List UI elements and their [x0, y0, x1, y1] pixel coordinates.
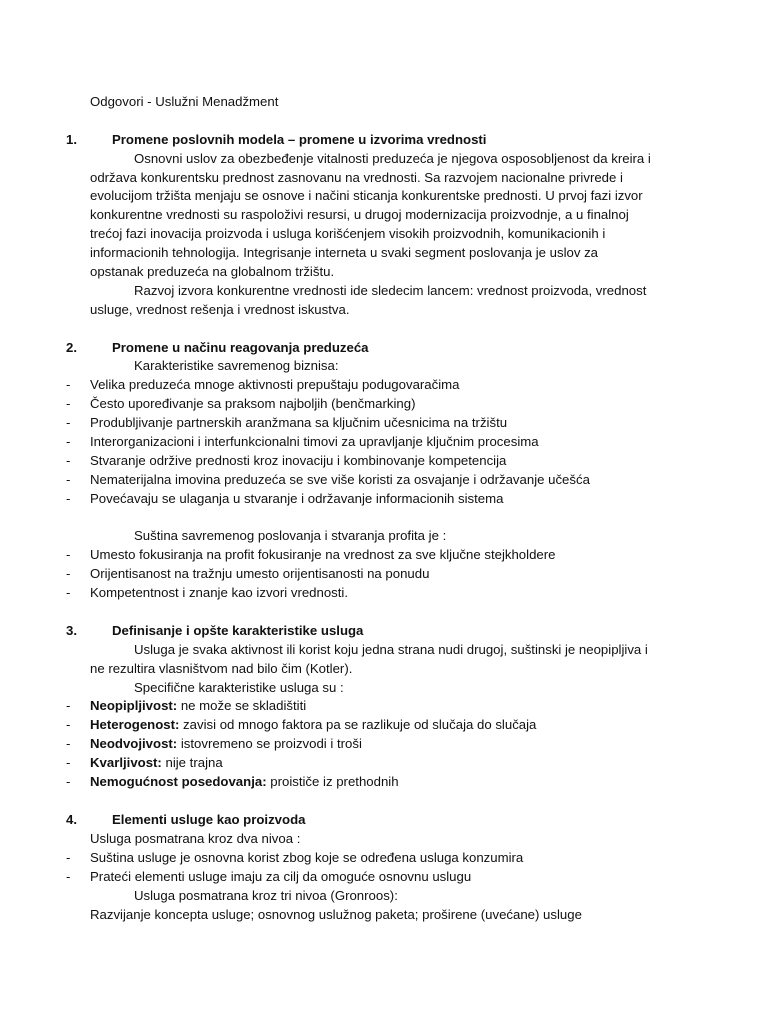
characteristic-item	[90, 773, 399, 791]
bullet-text: Često upoređivanje sa praksom najboljih (benčmarking)	[90, 396, 416, 411]
characteristic-term: Heterogenost:	[90, 717, 180, 732]
paragraph-line: Razvijanje koncepta usluge; osnovnog uslužnog paketa; proširene (uvećane) usluge	[90, 907, 582, 922]
characteristic-desc: zavisi od mnogo faktora pa se razlikuje od slučaja do slučaja	[179, 717, 537, 732]
section-3-heading: Definisanje i opšte karakteristike usluga	[112, 623, 364, 638]
characteristic-item	[90, 754, 223, 772]
section-2-heading: Promene u načinu reagovanja preduzeća	[112, 340, 369, 355]
paragraph-line: ne rezultira vlasništvom nad bilo čim (Kotler).	[90, 661, 353, 676]
paragraph-line: konkurentne vrednosti su raspoloživi resursi, u drugoj modernizacija proizvodnje, a u finalnoj	[90, 207, 629, 222]
bullet-dash: -	[66, 774, 71, 789]
section-intro: Usluga posmatrana kroz tri nivoa (Gronroos):	[134, 888, 398, 903]
characteristic-desc: proističe iz prethodnih	[266, 774, 399, 789]
paragraph-line: trećoj fazi inovacija proizvoda i usluga korišćenjem visokih proizvodnih, komunikacionih i	[90, 226, 606, 241]
section-4-heading: Elementi usluge kao proizvoda	[112, 812, 306, 827]
section-4-number: 4.	[66, 812, 77, 827]
bullet-dash: -	[66, 434, 71, 449]
section-intro: Specifične karakteristike usluga su :	[134, 680, 344, 695]
bullet-dash: -	[66, 415, 71, 430]
characteristic-desc: istovremeno se proizvodi i troši	[177, 736, 362, 751]
bullet-dash: -	[66, 698, 71, 713]
bullet-dash: -	[66, 850, 71, 865]
paragraph-line: održava konkurentsku prednost zasnovanu na vrednosti. Sa razvojem nacionalne privrede i	[90, 170, 623, 185]
section-2-number: 2.	[66, 340, 77, 355]
bullet-dash: -	[66, 491, 71, 506]
bullet-text: Povećavaju se ulaganja u stvaranje i održavanje informacionih sistema	[90, 491, 504, 506]
paragraph-line: usluge, vrednost rešenja i vrednost iskustva.	[90, 302, 350, 317]
bullet-dash: -	[66, 566, 71, 581]
paragraph-line: opstanak preduzeća na globalnom tržištu.	[90, 264, 335, 279]
characteristic-desc: nije trajna	[161, 755, 223, 770]
bullet-dash: -	[66, 453, 71, 468]
paragraph-line: Razvoj izvora konkurentne vrednosti ide sledecim lancem: vrednost proizvoda, vrednost	[134, 283, 647, 298]
section-intro: Usluga posmatrana kroz dva nivoa :	[90, 831, 301, 846]
bullet-text: Suština usluge je osnovna korist zbog koje se određena usluga konzumira	[90, 850, 524, 865]
section-intro: Karakteristike savremenog biznisa:	[134, 358, 339, 373]
characteristic-item	[90, 716, 536, 734]
paragraph-line: Osnovni uslov za obezbeđenje vitalnosti preduzeća je njegova osposobljenost da kreira i	[134, 151, 651, 166]
bullet-text: Velika preduzeća mnoge aktivnosti prepuštaju podugovaračima	[90, 377, 460, 392]
bullet-text: Umesto fokusiranja na profit fokusiranje na vrednost za sve ključne stejkholdere	[90, 547, 556, 562]
paragraph-line: informacionih tehnologija. Integrisanje interneta u svaki segment poslovanja je uslov za	[90, 245, 599, 260]
bullet-text: Prateći elementi usluge imaju za cilj da omoguće osnovnu uslugu	[90, 869, 472, 884]
bullet-dash: -	[66, 396, 71, 411]
bullet-dash: -	[66, 755, 71, 770]
section-1-heading: Promene poslovnih modela – promene u izvorima vrednosti	[112, 132, 487, 147]
section-1-number: 1.	[66, 132, 77, 147]
characteristic-item	[90, 697, 306, 715]
bullet-dash: -	[66, 472, 71, 487]
bullet-dash: -	[66, 717, 71, 732]
bullet-text: Nematerijalna imovina preduzeća se sve više koristi za osvajanje i održavanje učešća	[90, 472, 590, 487]
bullet-text: Stvaranje održive prednosti kroz inovaciju i kombinovanje kompetencija	[90, 453, 507, 468]
characteristic-term: Neodvojivost:	[90, 736, 178, 751]
paragraph-line: evolucijom tržišta menjaju se osnove i načini sticanja konkurentske prednosti. U prvoj fazi izvor	[90, 188, 643, 203]
characteristic-term: Kvarljivost:	[90, 755, 162, 770]
bullet-text: Produbljivanje partnerskih aranžmana sa ključnim učesnicima na tržištu	[90, 415, 508, 430]
bullet-dash: -	[66, 585, 71, 600]
section-3-number: 3.	[66, 623, 77, 638]
bullet-text: Interorganizacioni i interfunkcionalni timovi za upravljanje ključnim procesima	[90, 434, 539, 449]
characteristic-term: Neopipljivost:	[90, 698, 178, 713]
bullet-text: Orijentisanost na tražnju umesto orijentisanosti na ponudu	[90, 566, 430, 581]
section-intro: Suština savremenog poslovanja i stvaranja profita je :	[134, 528, 447, 543]
characteristic-term: Nemogućnost posedovanja:	[90, 774, 267, 789]
bullet-dash: -	[66, 869, 71, 884]
bullet-text: Kompetentnost i znanje kao izvori vrednosti.	[90, 585, 349, 600]
paragraph-line: Usluga je svaka aktivnost ili korist koju jedna strana nudi drugoj, suštinski je neopipljiva i	[134, 642, 648, 657]
bullet-dash: -	[66, 547, 71, 562]
characteristic-item	[90, 735, 362, 753]
bullet-dash: -	[66, 377, 71, 392]
bullet-dash: -	[66, 736, 71, 751]
document-title: Odgovori - Uslužni Menadžment	[90, 94, 279, 109]
characteristic-desc: ne može se skladištiti	[177, 698, 307, 713]
